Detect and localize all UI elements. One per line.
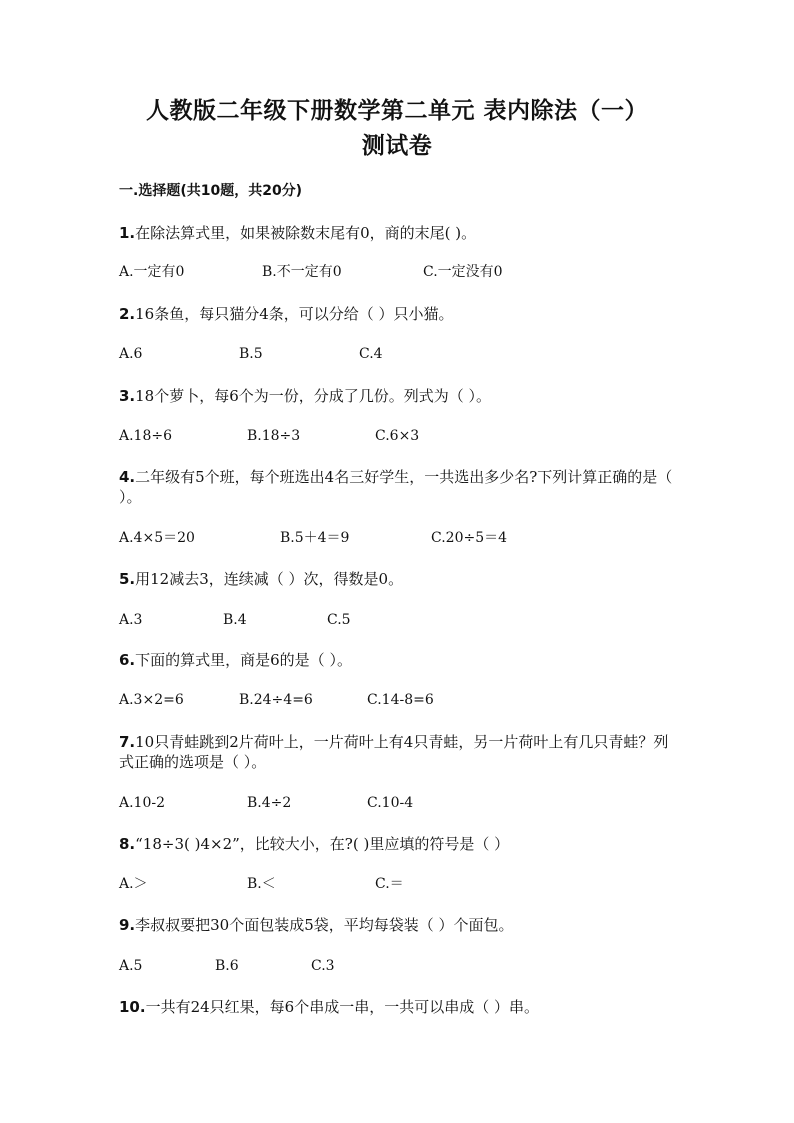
option-b[interactable]: B.＜ [247,876,276,892]
question-7-options [119,793,719,813]
question-8 [119,834,679,854]
section-heading: 一.选择题(共10题，共20分) [119,183,303,199]
option-a[interactable]: A.10-2 [119,795,166,811]
option-a[interactable]: A.18÷6 [119,428,173,444]
question-number: 6. [119,651,136,669]
question-9 [119,915,679,935]
option-b[interactable]: B.24÷4=6 [239,692,313,708]
option-c[interactable]: C.＝ [375,876,404,892]
option-b[interactable]: B.6 [215,958,239,974]
question-1-options [119,262,719,282]
question-5-options [119,610,719,630]
option-a[interactable]: A.3 [119,612,143,628]
question-7 [119,732,679,772]
question-number: 9. [119,916,136,934]
option-c[interactable]: C.6×3 [375,428,420,444]
option-b[interactable]: B.不一定有0 [262,264,342,280]
question-8-options [119,874,719,894]
option-a[interactable]: A.一定有0 [119,264,185,280]
question-text: 李叔叔要把30个面包装成5袋，平均每袋装（ ）个面包。 [135,916,514,934]
option-c[interactable]: C.14-8=6 [367,692,434,708]
document-title: 人教版二年级下册数学第二单元 表内除法（一） [145,97,648,124]
question-6 [119,650,679,670]
question-3-options [119,426,719,446]
option-b[interactable]: B.4÷2 [247,795,292,811]
option-a[interactable]: A.3×2=6 [119,692,184,708]
question-number: 7. [119,733,136,751]
document-subtitle: 测试卷 [361,132,433,159]
option-b[interactable]: B.5＋4＝9 [280,530,350,546]
option-c[interactable]: C.3 [311,958,335,974]
question-text: 用12减去3，连续减（ ）次，得数是0。 [135,570,404,588]
question-2 [119,304,679,324]
question-3 [119,386,679,406]
question-number: 8. [119,835,136,853]
option-c[interactable]: C.一定没有0 [423,264,503,280]
option-a[interactable]: A.＞ [119,876,148,892]
question-number: 1. [119,224,136,242]
question-1 [119,223,679,243]
question-number: 10. [119,998,146,1016]
option-c[interactable]: C.5 [327,612,351,628]
question-4 [119,467,679,507]
question-10 [119,997,679,1017]
question-number: 3. [119,387,136,405]
question-text: 18个萝卜，每6个为一份，分成了几份。列式为（ ）。 [135,387,492,405]
option-b[interactable]: B.4 [223,612,247,628]
question-text: 10只青蛙跳到2片荷叶上，一片荷叶上有4只青蛙，另一片荷叶上有几只青蛙？列式正确的选项是（ ）。 [119,733,669,771]
question-text: 在除法算式里，如果被除数末尾有0，商的末尾( )。 [135,224,477,242]
option-a[interactable]: A.6 [119,346,143,362]
question-text: “18÷3( )4×2”，比较大小，在?( )里应填的符号是（ ） [135,835,510,853]
question-text: 下面的算式里，商是6的是（ ）。 [135,651,352,669]
question-number: 5. [119,570,136,588]
question-text: 16条鱼，每只猫分4条，可以分给（ ）只小猫。 [135,305,454,323]
question-5 [119,569,679,589]
question-text: 二年级有5个班，每个班选出4名三好学生，一共选出多少名?下列计算正确的是（ ）。 [119,468,673,506]
option-a[interactable]: A.4×5＝20 [119,530,195,546]
question-number: 4. [119,468,136,486]
option-b[interactable]: B.18÷3 [247,428,301,444]
question-text: 一共有24只红果，每6个串成一串，一共可以串成（ ）串。 [145,998,539,1016]
option-a[interactable]: A.5 [119,958,143,974]
option-c[interactable]: C.10-4 [367,795,414,811]
question-9-options [119,956,719,976]
option-b[interactable]: B.5 [239,346,263,362]
question-6-options [119,690,719,710]
question-number: 2. [119,305,136,323]
option-c[interactable]: C.4 [359,346,383,362]
question-2-options [119,344,719,364]
question-4-options [119,528,719,548]
option-c[interactable]: C.20÷5＝4 [431,530,508,546]
